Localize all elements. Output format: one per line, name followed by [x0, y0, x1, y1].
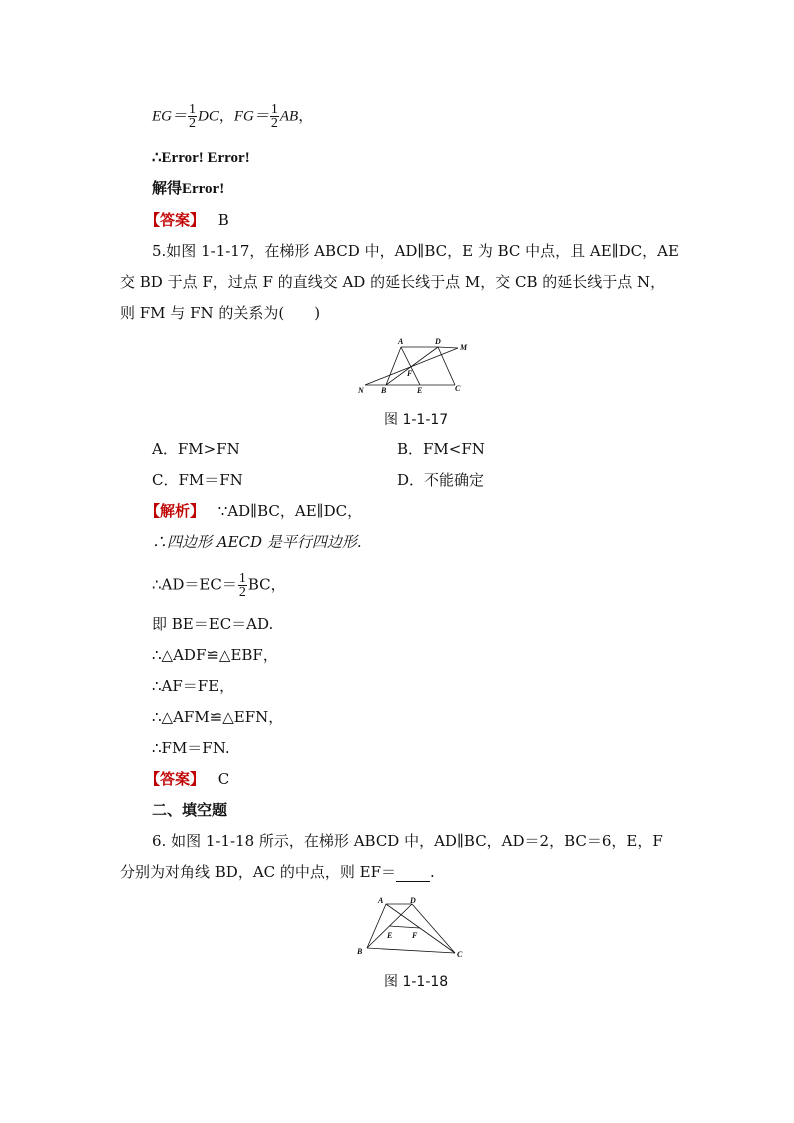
fg-label: FG＝ [233, 108, 269, 125]
label-e: E [417, 386, 423, 395]
option-d: D．不能确定 [397, 471, 485, 489]
seg-ab [367, 904, 386, 948]
answer-value: C [217, 770, 230, 788]
label-f: F [407, 369, 413, 378]
analysis-line6: ∴AF＝FE， [152, 677, 235, 695]
option-b: B．FM<FN [397, 440, 485, 458]
fraction-half: $\frac{1}{2}$ [238, 571, 246, 600]
answer-blank[interactable] [396, 867, 430, 882]
label-c: C [457, 950, 463, 959]
fg-var: AB [279, 108, 299, 125]
q5-line3: 则 FM 与 FN 的关系为( ) [120, 304, 321, 322]
seg-ae [401, 347, 420, 385]
q6-line1: 6. 如图 1-1-18 所示，在梯形 ABCD 中，AD∥BC，AD＝2，BC＝6，E，F [152, 832, 663, 850]
seg-nm [365, 348, 458, 385]
error-line: ∴Error! Error! [152, 150, 250, 166]
seg-ef [389, 926, 420, 928]
analysis-line2: ∴四边形 AECD 是平行四边形. [152, 533, 362, 551]
q6-line2: 分别为对角线 BD，AC 的中点，则 EF＝ . [120, 863, 435, 881]
answer-4 [145, 210, 229, 230]
answer-label: 【答案】 [145, 211, 206, 229]
figure-1-1-18 [350, 894, 465, 964]
answer-value: B [217, 211, 229, 229]
label-a: A [398, 337, 404, 346]
label-f: F [412, 931, 418, 940]
seg-ac [386, 904, 455, 953]
figure-1-1-17 [350, 335, 475, 400]
seg-bc [367, 948, 455, 953]
analysis-5-header: 【解析】 ∵AD∥BC，AE∥DC， [145, 502, 363, 520]
analysis-line3: ∴AD＝EC＝ $\frac{1}{2}$ BC， [152, 571, 286, 600]
figure-caption-1-1-18: 图 1-1-18 [384, 974, 449, 990]
seg-dc [412, 904, 455, 953]
midline-equation: EG＝ $\frac{1}{2}$ DC，FG＝ $\frac{1}{2}$ AB， [152, 102, 314, 131]
option-c: C．FM＝FN [152, 471, 243, 489]
eg-var: DC [198, 108, 219, 125]
label-d: D [435, 337, 441, 346]
label-b: B [357, 947, 363, 956]
label-d: D [410, 896, 416, 905]
fraction-half: $\frac{1}{2}$ [270, 102, 278, 131]
label-c: C [455, 384, 461, 393]
label-b: B [381, 386, 387, 395]
section-heading: 二、填空题 [152, 801, 228, 819]
option-a: A．FM>FN [152, 440, 240, 458]
seg-dm [438, 347, 458, 348]
analysis-line5: ∴△ADF≌△EBF， [152, 646, 278, 664]
figure-caption-1-1-17: 图 1-1-17 [384, 412, 449, 428]
analysis-line4: 即 BE＝EC＝AD. [152, 615, 274, 633]
analysis-line8: ∴FM＝FN. [152, 739, 230, 757]
answer-5 [145, 769, 229, 789]
label-a: A [378, 896, 384, 905]
label-m: M [460, 343, 468, 352]
q5-line2: 交 BD 于点 F，过点 F 的直线交 AD 的延长线于点 M，交 CB 的延长线于点 N， [120, 273, 666, 291]
q5-line1: 5.如图 1-1-17，在梯形 ABCD 中，AD∥BC，E 为 BC 中点，且 AE∥DC，AE [152, 242, 679, 260]
label-e: E [387, 931, 393, 940]
analysis-label: 【解析】 [145, 502, 206, 520]
solve-line: 解得Error! [152, 181, 225, 197]
answer-label: 【答案】 [145, 770, 206, 788]
eg-label: EG＝ [152, 108, 187, 125]
label-n: N [358, 386, 364, 395]
fraction-half: $\frac{1}{2}$ [189, 102, 196, 131]
analysis-line7: ∴△AFM≌△EFN， [152, 708, 284, 726]
